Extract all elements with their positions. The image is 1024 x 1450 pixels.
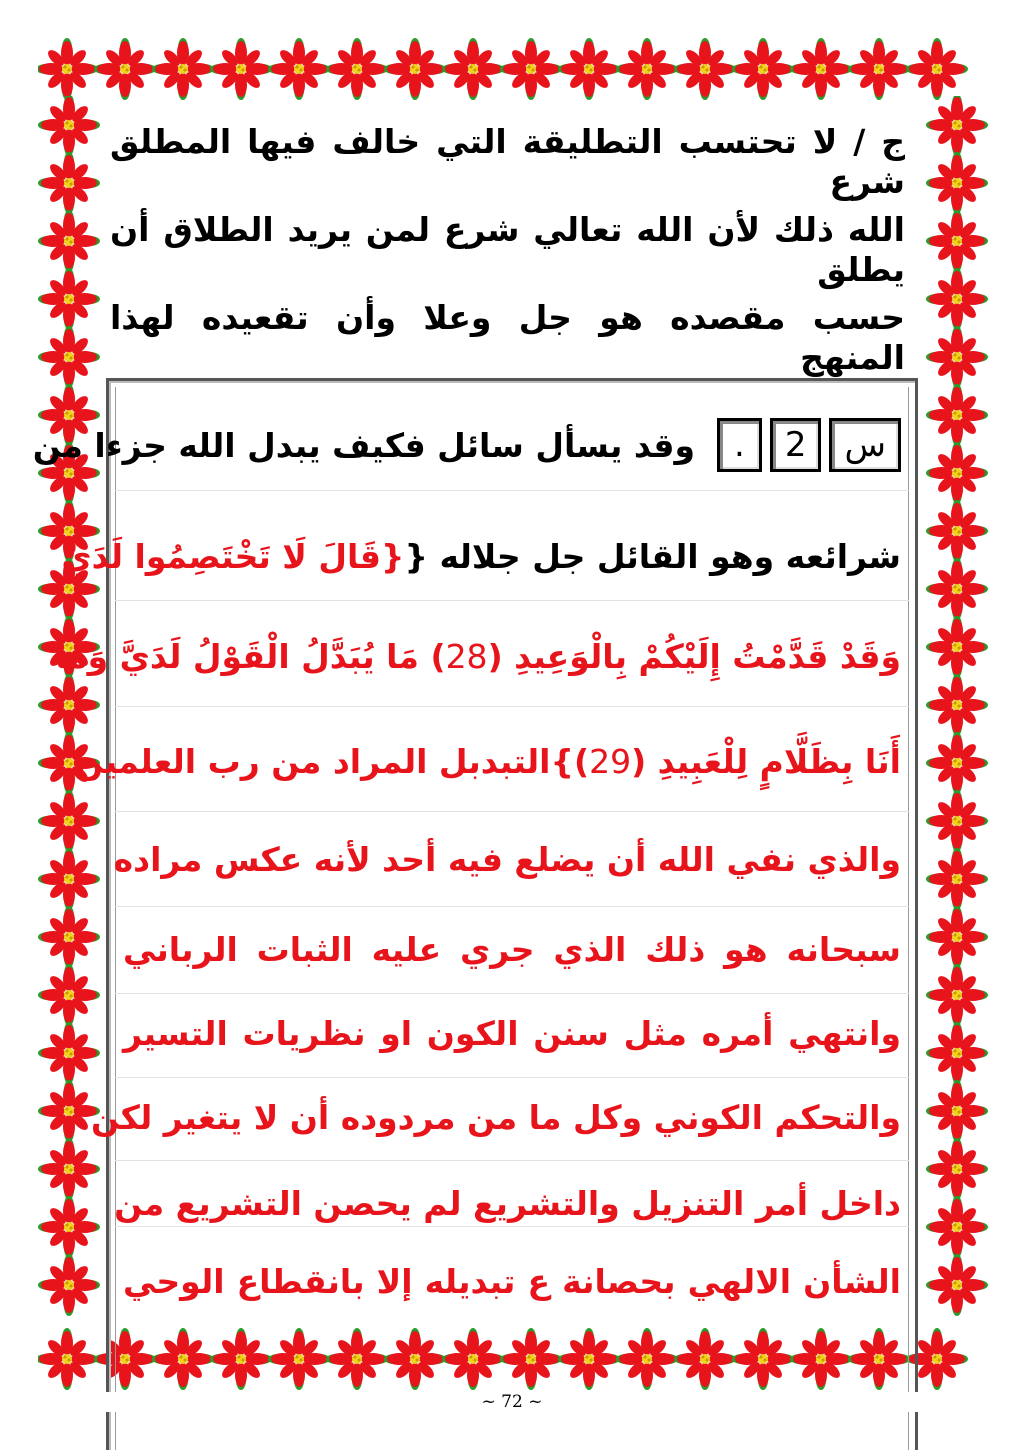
poinsettia-icon: [926, 96, 988, 1332]
verse-intro: شرائعه وهو القائل جل جلاله {: [404, 536, 901, 576]
row-divider: [115, 706, 909, 707]
decorative-border-top: [38, 38, 988, 100]
commentary-line-5: داخل أمر التنزيل والتشريع لم يحصن التشريع من: [114, 1183, 901, 1223]
verse-number-28: 28: [445, 636, 488, 676]
verse-text-2a: وَقَدْ قَدَّمْتُ إِلَيْكُمْ بِالْوَعِيدِ (: [487, 636, 901, 676]
verse-line-2: [54, 606, 901, 706]
verse-line-1: [61, 506, 901, 606]
decorative-border-right: [926, 96, 988, 1332]
commentary-line-2: سبحانه هو ذلك الذي جري عليه الثبات الرباني: [123, 929, 901, 969]
commentary-line-1: والذي نفي الله أن يضلع فيه أحد لأنه عكس مراده: [113, 839, 901, 879]
question-row: [32, 395, 901, 495]
question-number-cell: [770, 418, 822, 472]
decorative-border-left: [38, 96, 100, 1332]
answer-paragraph: [110, 118, 905, 382]
verse-line-3: [75, 711, 901, 811]
answer-line-2: الله ذلك لأن الله تعالي شرع لمن يريد الطلاق أن يطلق: [110, 210, 905, 289]
question-box: [32, 378, 918, 1450]
question-number: 2: [784, 425, 807, 465]
question-dot-cell: .: [717, 418, 762, 472]
commentary-line-3: وانتهي أمره مثل سنن الكون او نظريات التسير: [123, 1013, 901, 1053]
verse-text-1: {قَالَ لَا تَخْتَصِمُوا لَدَيَّ: [61, 536, 405, 576]
answer-line-3: حسب مقصده هو جل وعلا وأن تقعيده لهذا المنهج: [110, 298, 905, 377]
verse-text-2b: ) مَا يُبَدَّلُ الْقَوْلُ لَدَيَّ وَمَا: [54, 636, 446, 676]
commentary-line-4: والتحكم الكوني وكل ما من مردوده أن لا يتغير لكن: [90, 1097, 901, 1137]
poinsettia-icon: [38, 96, 100, 1332]
answer-line-1: ج / لا تحتسب التطليقة التي خالف فيها المطلق شرع: [110, 122, 905, 201]
poinsettia-icon: [38, 38, 988, 100]
question-letter-cell: س: [829, 418, 901, 472]
verse-text-3b: )}: [550, 741, 590, 781]
question-text: وقد يسأل سائل فكيف يبدل الله جزءا من: [32, 425, 696, 465]
commentary-line-6: الشأن الالهي بحصانة ع تبديله إلا بانقطاع الوحي: [123, 1261, 901, 1301]
verse-number-29: 29: [589, 741, 632, 781]
commentary-start: التبدبل المراد من رب العلمين: [75, 741, 551, 781]
page-number: ~ 72 ~: [0, 1392, 1024, 1412]
verse-text-3a: أَنَا بِظَلَّامٍ لِلْعَبِيدِ (: [631, 741, 901, 781]
